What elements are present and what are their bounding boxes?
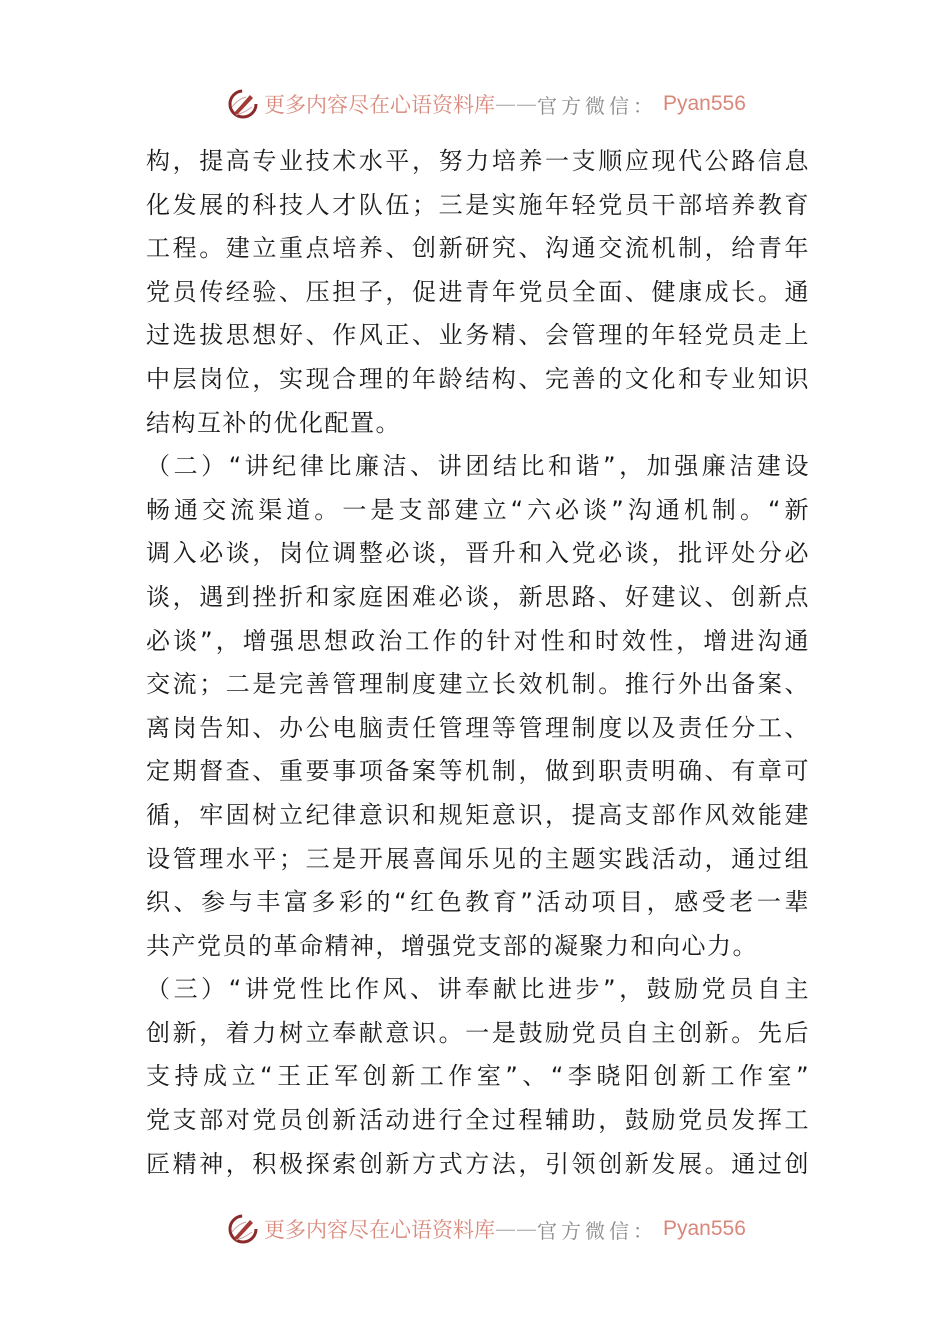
text-line: 匠精神，积极探索创新方式方法，引领创新发展。通过创 xyxy=(146,1149,810,1178)
text-line: 定期督查、重要事项备案等机制，做到职责明确、有章可 xyxy=(146,757,810,786)
document-body xyxy=(146,140,810,1186)
banner-library-text: 更多内容尽在心语资料库 xyxy=(264,93,495,117)
text-line: 必谈”，增强思想政治工作的针对性和时效性，增进沟通 xyxy=(146,626,810,655)
text-line: 支持成立“王正军创新工作室”、“李晓阳创新工作室” xyxy=(146,1062,810,1091)
text-line: 谈，遇到挫折和家庭困难必谈，新思路、好建议、创新点 xyxy=(146,582,810,611)
banner-dash: — xyxy=(516,1217,537,1241)
text-line: 织、参与丰富多彩的“红色教育”活动项目，感受老一辈 xyxy=(146,888,810,917)
banner-dash: — xyxy=(516,92,537,116)
quill-pen-logo-icon xyxy=(226,1212,260,1246)
text-line: 交流；二是完善管理制度建立长效机制。推行外出备案、 xyxy=(146,670,810,699)
text-line: 党员传经验、压担子，促进青年党员全面、健康成长。通 xyxy=(146,277,810,306)
text-line: 离岗告知、办公电脑责任管理等管理制度以及责任分工、 xyxy=(146,713,810,742)
text-line: 调入必谈，岗位调整必谈，晋升和入党必谈，批评处分必 xyxy=(146,539,810,568)
banner-dash: — xyxy=(495,92,516,116)
text-line: 共产党员的革命精神，增强党支部的凝聚力和向心力。 xyxy=(146,931,758,960)
text-line: 构，提高专业技术水平，努力培养一支顺应现代公路信息 xyxy=(146,147,810,175)
text-line: 化发展的科技人才队伍；三是实施年轻党员干部培养教育 xyxy=(146,190,810,219)
banner-wechat-label: 官方微信： xyxy=(537,93,657,118)
banner-library-text: 更多内容尽在心语资料库 xyxy=(264,1218,495,1242)
quill-pen-logo-icon xyxy=(226,87,260,121)
text-line: 循，牢固树立纪律意识和规矩意识，提高支部作风效能建 xyxy=(146,800,810,829)
text-line: 过选拔思想好、作风正、业务精、会管理的年轻党员走上 xyxy=(146,321,810,350)
text-line: 工程。建立重点培养、创新研究、沟通交流机制，给青年 xyxy=(146,234,810,263)
banner-dash: — xyxy=(495,1217,516,1241)
section-heading-line: （三）“讲党性比作风、讲奉献比进步”，鼓励党员自主 xyxy=(146,975,810,1004)
section-heading-line: （二）“讲纪律比廉洁、讲团结比和谐”，加强廉洁建设 xyxy=(146,452,810,481)
text-line: 结构互补的优化配置。 xyxy=(146,408,401,437)
header-watermark-banner xyxy=(226,84,746,124)
text-line: 设管理水平；三是开展喜闻乐见的主题实践活动，通过组 xyxy=(146,844,810,873)
footer-watermark-banner xyxy=(226,1209,746,1249)
banner-wechat-id: Pyan556 xyxy=(663,1217,746,1240)
text-line: 创新，着力树立奉献意识。一是鼓励党员自主创新。先后 xyxy=(146,1018,810,1047)
text-line: 中层岗位，实现合理的年龄结构、完善的文化和专业知识 xyxy=(146,364,810,393)
banner-wechat-id: Pyan556 xyxy=(663,92,746,115)
banner-wechat-label: 官方微信： xyxy=(537,1218,657,1243)
text-line: 党支部对党员创新活动进行全过程辅助，鼓励党员发挥工 xyxy=(146,1106,810,1135)
text-line: 畅通交流渠道。一是支部建立“六必谈”沟通机制。“新 xyxy=(146,495,810,524)
